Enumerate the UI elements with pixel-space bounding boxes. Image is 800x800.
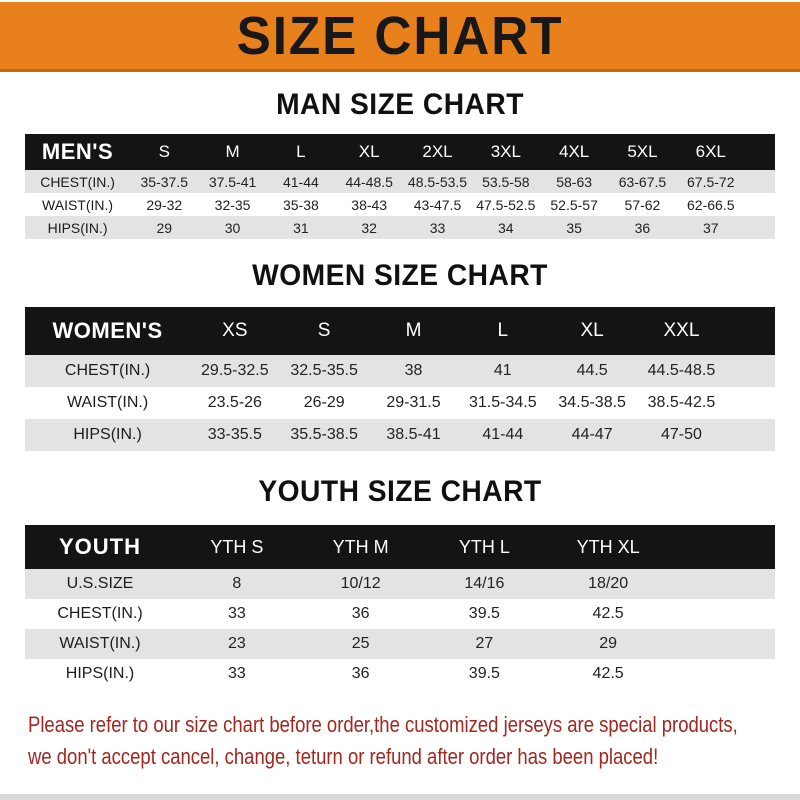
row-spacer (670, 659, 775, 689)
size-cell: 32-35 (214, 196, 251, 213)
table-group-label: WOMEN'S (52, 318, 163, 343)
banner (0, 2, 800, 72)
size-cell: 37 (702, 219, 719, 236)
table-row (25, 216, 775, 239)
header-row (25, 134, 775, 170)
size-cell: 67.5-72 (687, 173, 735, 190)
size-cell: 47.5-52.5 (476, 196, 536, 213)
column-header: M (225, 142, 240, 161)
table-row (25, 170, 775, 193)
size-cell: 36 (351, 605, 370, 622)
column-header: YTH M (332, 536, 389, 557)
row-label: U.S.SIZE (66, 575, 134, 592)
column-header: YTH XL (576, 536, 640, 557)
row-label: HIPS(IN.) (73, 426, 142, 443)
size-cell: 38.5-41 (386, 426, 441, 443)
size-cell: 38 (404, 362, 423, 379)
size-cell: 33 (227, 665, 246, 682)
size-cell: 8 (232, 575, 242, 592)
size-cell: 41-44 (482, 426, 524, 443)
size-cell: 62-66.5 (687, 196, 735, 213)
youth-heading: YOUTH SIZE CHART (258, 475, 542, 508)
table-row (25, 193, 775, 216)
table-row (25, 387, 775, 419)
bottom-strip (0, 794, 800, 800)
size-cell: 29 (599, 635, 618, 652)
column-header: 4XL (559, 142, 590, 161)
row-spacer (670, 599, 775, 629)
size-cell: 53.5-58 (482, 173, 530, 190)
table-row (25, 419, 775, 451)
size-cell: 37.5-41 (208, 173, 257, 190)
size-cell: 30 (224, 219, 241, 236)
size-cell: 57-62 (624, 196, 661, 213)
men-heading: MAN SIZE CHART (276, 88, 524, 121)
column-header: L (497, 320, 509, 341)
size-cell: 29 (156, 219, 173, 236)
column-header: S (158, 142, 170, 161)
table-row (25, 599, 775, 629)
men-size-table (25, 134, 775, 239)
footer-note (0, 709, 800, 773)
size-cell: 48.5-53.5 (407, 173, 468, 190)
column-header: 3XL (490, 142, 521, 161)
size-cell: 31 (293, 219, 309, 236)
size-cell: 35.5-38.5 (290, 426, 358, 443)
size-cell: 38-43 (351, 196, 388, 213)
size-cell: 10/12 (340, 575, 381, 592)
banner-title: SIZE CHART (236, 5, 564, 66)
size-cell: 39.5 (468, 665, 500, 682)
header-row (25, 307, 775, 355)
size-cell: 35-37.5 (140, 173, 188, 190)
size-cell: 33 (227, 605, 246, 622)
size-cell: 36 (351, 665, 370, 682)
table-row (25, 355, 775, 387)
row-label: HIPS(IN.) (47, 219, 108, 236)
size-cell: 41-44 (282, 173, 319, 190)
size-cell: 29-31.5 (386, 394, 441, 411)
size-cell: 42.5 (592, 605, 624, 622)
row-label: CHEST(IN.) (64, 362, 151, 379)
size-cell: 29-32 (146, 196, 183, 213)
row-label: WAIST(IN.) (42, 196, 114, 213)
size-cell: 58-63 (556, 173, 593, 190)
size-cell: 25 (351, 635, 370, 652)
note-line-1: Please refer to our size chart before order,the customized jerseys are special products, (28, 712, 738, 737)
size-cell: 39.5 (468, 605, 500, 622)
size-cell: 38.5-42.5 (647, 394, 716, 411)
size-cell: 27 (475, 635, 494, 652)
size-cell: 33-35.5 (207, 426, 262, 443)
column-header: YTH S (210, 536, 264, 557)
table-row (25, 569, 775, 599)
women-section (0, 239, 800, 451)
size-cell: 23.5-26 (207, 394, 262, 411)
size-cell: 44.5 (576, 362, 608, 379)
row-spacer (726, 387, 775, 419)
size-cell: 47-50 (661, 426, 702, 443)
size-cell: 35-38 (282, 196, 319, 213)
size-cell: 33 (429, 219, 446, 236)
row-spacer (670, 629, 775, 659)
size-cell: 18/20 (588, 575, 629, 592)
size-table (25, 134, 775, 239)
size-cell: 44.5-48.5 (647, 362, 716, 379)
size-cell: 34.5-38.5 (558, 394, 626, 411)
table-row (25, 659, 775, 689)
row-spacer (670, 569, 775, 599)
column-header: S (317, 320, 331, 341)
size-cell: 43-47.5 (413, 196, 462, 213)
row-spacer (726, 419, 775, 451)
row-spacer (745, 170, 775, 193)
youth-section (0, 451, 800, 689)
column-header: XXL (663, 320, 700, 341)
size-cell: 44-48.5 (345, 173, 393, 190)
size-cell: 34 (498, 219, 514, 236)
row-label: WAIST(IN.) (59, 635, 141, 652)
table-group-label: YOUTH (59, 534, 141, 559)
size-cell: 32.5-35.5 (290, 362, 358, 379)
size-cell: 31.5-34.5 (469, 394, 537, 411)
column-header: XS (222, 320, 248, 341)
size-cell: 36 (634, 219, 651, 236)
column-header: M (405, 320, 422, 341)
column-header: YTH L (458, 536, 510, 557)
row-label: HIPS(IN.) (65, 665, 135, 682)
size-cell: 41 (493, 362, 512, 379)
header-row (25, 525, 775, 569)
header-spacer (745, 134, 775, 170)
column-header: XL (358, 142, 380, 161)
size-cell: 14/16 (464, 575, 505, 592)
column-header: XL (580, 320, 604, 341)
women-size-table (25, 307, 775, 451)
size-cell: 23 (227, 635, 246, 652)
size-cell: 29.5-32.5 (201, 362, 269, 379)
row-spacer (726, 355, 775, 387)
size-cell: 35 (566, 219, 582, 236)
table-row (25, 629, 775, 659)
row-spacer (745, 193, 775, 216)
youth-size-table (25, 525, 775, 689)
table-group-label: MEN'S (41, 139, 114, 164)
size-cell: 26-29 (303, 394, 345, 411)
row-label: CHEST(IN.) (57, 605, 143, 622)
row-label: WAIST(IN.) (66, 394, 149, 411)
column-header: L (296, 142, 306, 161)
note-line-2: we don't accept cancel, change, teturn or refund after order has been placed! (28, 743, 659, 769)
size-cell: 63-67.5 (618, 173, 667, 190)
size-table (25, 307, 775, 451)
column-header: 5XL (627, 142, 658, 161)
size-cell: 44-47 (571, 426, 613, 443)
size-table (25, 525, 775, 689)
row-label: CHEST(IN.) (40, 173, 115, 190)
women-heading: WOMEN SIZE CHART (252, 259, 548, 292)
header-spacer (670, 525, 775, 569)
size-cell: 42.5 (592, 665, 624, 682)
size-cell: 52.5-57 (550, 196, 598, 213)
row-spacer (745, 216, 775, 239)
column-header: 2XL (422, 142, 453, 161)
header-spacer (726, 307, 775, 355)
men-section (0, 72, 800, 239)
size-cell: 32 (361, 219, 377, 236)
column-header: 6XL (695, 142, 726, 161)
